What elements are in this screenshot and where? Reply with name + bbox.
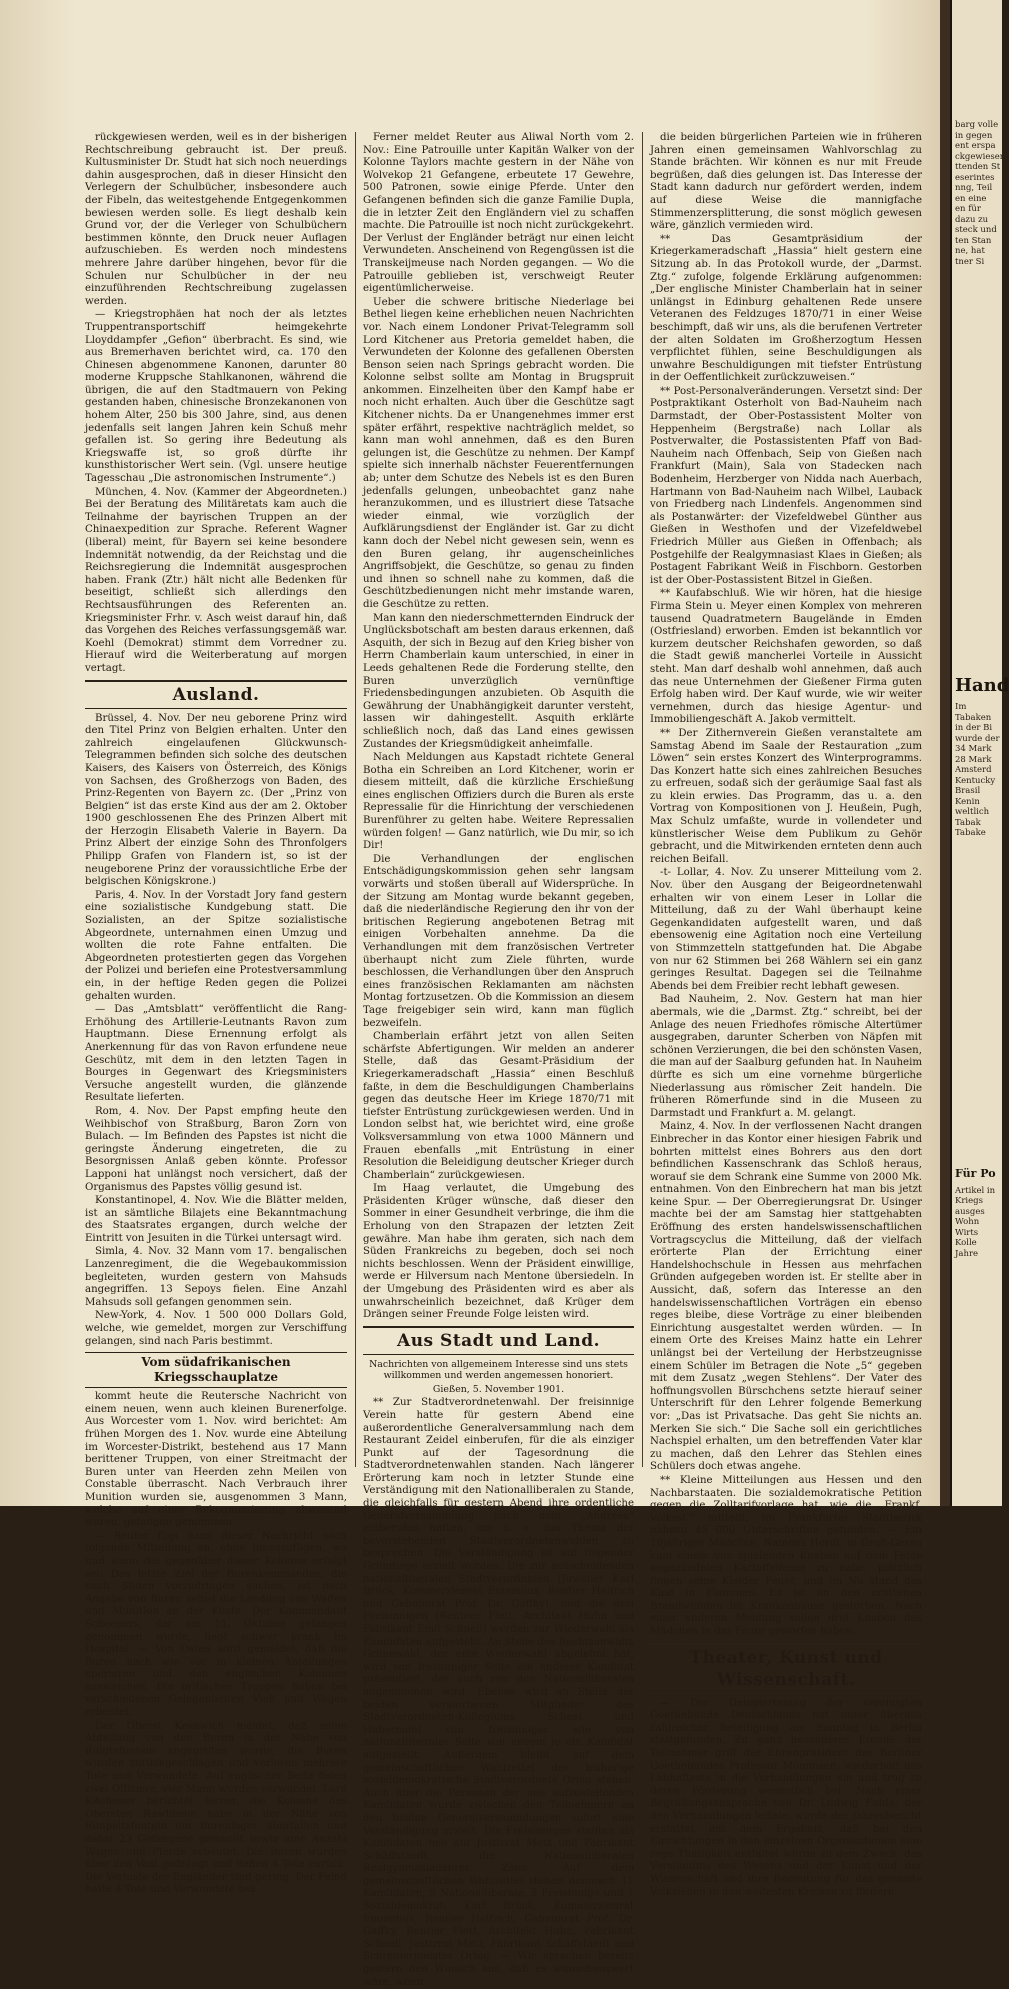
- section-note: Nachrichten von allgemeinem Interesse sind uns stets willkommen und werden angemessen honoriert.: [369, 1358, 628, 1382]
- strip-line: wurde der: [955, 733, 1000, 744]
- strip-line: ausges: [955, 1206, 985, 1217]
- section-heading-stadt: Aus Stadt und Land.: [363, 1326, 634, 1355]
- strip-line: Tabak: [955, 817, 981, 828]
- strip-line: Jahre: [955, 1248, 979, 1259]
- article-paragraph: Im Haag verlautet, die Umgebung des Präsidenten Krüger wünsche, daß dieser den Sommer in einer Gesundheit verbringe, die ihm die Erholung von den Strapazen der letzten Zeit gewähre. Man habe ihm geraten, sich nach dem Süden Frankreichs zu begeben, doch sei noch nichts beschlossen. Wenn der Präsident einwillige, werde er Hilversum nach Mentone übersiedeln. In der Umgebung des Präsidenten wird es aber als unwahrscheinlich bezeichnet, daß Krüger dem Drängen seiner Freunde Folge leisten wird.: [363, 1183, 634, 1321]
- article-paragraph: ** Das Gesamtpräsidium der Kriegerkameradschaft „Hassia“ hielt gestern eine Sitzung ab. In das Protokoll wurde, der „Darmst. Ztg.“ zufolge, folgende Erklärung aufgenommen: „Der englische Minister Chamberlain hat in seiner unlängst in Edinburg gehaltenen Rede unsere Veteranen des Feldzuges 1870/71 in einer Weise beschimpft, daß wir uns, als die berufenen Vertreter der alten Soldaten im Großherzogtum Hessen verpflichtet fühlen, seine Beschuldigungen als unwahre Beschuldigungen mit tiefster Entrüstung in der Oeffentlichkeit zurückzuweisen.“: [650, 233, 922, 384]
- section-heading-theater: Theater, Kunst und Wissenschaft.: [650, 1643, 922, 1694]
- strip-line: Tabaken: [955, 712, 992, 723]
- strip-line: eserintes: [955, 172, 995, 183]
- strip-line: 28 Mark: [955, 754, 992, 765]
- strip-lines-mid: [952, 702, 1002, 839]
- strip-lines-top: [952, 120, 1006, 267]
- column-1: [85, 132, 347, 1896]
- article-paragraph: Man kann den niederschmetternden Eindruck der Unglücksbotschaft am besten daraus erkennen, daß Asquith, der sich in Bezug auf den Krieg bisher von Herrn Chamberlain kaum unterschied, in einer in Leeds gehaltenen Rede die Forderung stellte, den Buren unverzüglich vernünftige Friedensbedingungen anzubieten. Ob Asquith die Gewährung der Unabhängigkeit darunter versteht, lassen wir dahingestellt. Asquith erklärte schließlich noch, daß das Land eines gewissen Zustandes der Kriegsmüdigkeit anheimfalle.: [363, 612, 634, 750]
- strip-lines-bottom: [952, 1186, 1002, 1260]
- article-paragraph: ** Kaufabschluß. Wie wir hören, hat die hiesige Firma Stein u. Meyer einen Komplex von mehreren tausend Quadratmetern Baugelände in Emden (Ostfriesland) erworben. Emden ist bekanntlich vor kurzem deutscher Reichshafen geworden, so daß die Stadt gewiß mancherlei Vorteile in Aussicht steht. Man darf deshalb wohl annehmen, daß auch das neue Unternehmen der Gießener Firma guten Erfolg haben wird. Der Kauf wurde, wie wir weiter vernehmen, durch das hiesige Agentur- und Immobiliengeschäft A. Jakob vermittelt.: [650, 588, 922, 726]
- article-paragraph: Konstantinopel, 4. Nov. Wie die Blätter melden, ist an sämtliche Bilajets eine Bekanntmachung des Staatsrates ergangen, durch welche der Eintritt von Jesuiten in die Türkei untersagt wird.: [85, 1195, 347, 1244]
- article-paragraph: ** Post-Personalveränderungen. Versetzt sind: Der Postpraktikant Osterholt von Bad-Nauheim nach Darmstadt, der Ober-Postassistent Molter von Heppenheim (Bergstraße) nach Lollar als Postverwalter, die Postassistenten Pfaff von Bad-Nauheim nach Offenbach, Seip von Gießen nach Frankfurt (Main), Sala von Stadecken nach Bodenheim, Herzberger von Nidda nach Auerbach, Hartmann von Bad-Nauheim nach Wilbel, Lauback von Friedberg nach Lindenfels. Angenommen sind als Postanwärter: der Vizefeldwebel Günther aus Gießen in Westhofen und der Vizefeldwebel Friedrich Müller aus Gießen in Offenbach; als Postgehilfe der Realgymnasiast Klaes in Gießen; als Postagent Fabrikant Weiß in Fischborn. Gestorben ist der Ober-Postassistent Bitzel in Gießen.: [650, 385, 922, 586]
- article-paragraph: New-York, 4. Nov. 1 500 000 Dollars Gold, welche, wie gemeldet, morgen zur Verschiffung gelangen, sind nach Paris bestimmt.: [85, 1310, 347, 1347]
- strip-heading: Hand: [955, 675, 1009, 696]
- column-3: [650, 132, 922, 1898]
- article-paragraph: Rom, 4. Nov. Der Papst empfing heute den Weihbischof von Straßburg, Baron Zorn von Bulach. — Im Befinden des Papstes ist nicht die geringste Änderung eingetreten, die zu Besorgnissen Anlaß geben könnte. Professor Lapponi hat unlängst noch versichert, daß der Organismus des Papstes völlig gesund ist.: [85, 1105, 347, 1193]
- strip-line: Kentucky: [955, 775, 996, 786]
- article-paragraph: rückgewiesen werden, weil es in der bisherigen Rechtschreibung gebraucht ist. Der preuß. Kultusminister Dr. Studt hat sich noch neuerdings dahin ausgesprochen, daß in dieser Hinsicht den Verlegern der Schulbücher, insbesondere auch der Fibeln, das weitestgehende Entgegenkommen bewiesen werden solle. Es liegt deshalb kein Grund vor, der die Verleger von Schulbüchern bestimmen könnte, den Druck neuer Auflagen aufzuschieben. Es werden noch mindestens mehrere Jahre darüber hingehen, bevor für die Schulen nur Schulbücher in der neu einzuführenden Rechtschreibung zugelassen werden.: [85, 132, 347, 307]
- strip-line: nng, Teil: [955, 183, 993, 193]
- article-paragraph: die beiden bürgerlichen Parteien wie in früheren Jahren einen gemeinsamen Wahlvorschlag zu Stande brächten. Wir können es nur mit Freude begrüßen, daß dies gelungen ist. Das Interesse der Stadt kann dadurch nur gefördert werden, indem auf diese Weise die mannigfache Stimmenzersplitterung, die sonst möglich gewesen wäre, gänzlich vermieden wird.: [650, 132, 922, 232]
- section-heading-krieg: Vom südafrikanischen Kriegsschauplatze: [85, 1352, 347, 1388]
- article-paragraph: — Der Delegiertentag der vereinigten Goethebünde Deutschlands hat unter überaus zahlreicher Beteiligung am Sonntag in Berlin stattgefunden. Zu ganz besonderer Freude der Teilnehmer griff der Ehrenpräsident des Berliner Goethebundes Professor Mommsen, wiederholt aus Lebhafteste in die Verhandlungen ein und trug zu deren Förderung wesentlich bei. Nach einer Begrüßungsansprache von Dr. Ludwig Fulda, der den Verhandlungen leitete, wurde der Jahresbericht erstattet mit dem Ergebnis, daß bei den Einrichtungen in den einzelnen Organisationen eine rege Thätigkeit entfaltet wurde zu dem Zweck, das Verständnis des Wesens und der Kunst und der Wissenschaft und ihre Bedeutung für das gesamte Volksleben in den weitesten Kreisen zu fördern.: [650, 1697, 922, 1898]
- strip-line: ne, hat: [955, 246, 985, 256]
- strip-line: 34 Mark: [955, 744, 992, 754]
- strip-line: Kriegs: [955, 1196, 983, 1206]
- strip-line: in gegen: [955, 130, 993, 141]
- article-paragraph: — Kriegstrophäen hat noch der als letztes Truppentransportschiff heimgekehrte Lloyddampfer „Gefion“ überbracht. Es sind, wie aus Bremerhaven berichtet wird, ca. 170 den Chinesen abgenommene Kanonen, darunter 80 moderne Kruppsche Stahlkanonen, während die übrigen, die auf den Stadtmauern von Peking gestanden haben, chinesische Bronzekanonen von hohem Alter, 250 bis 300 Jahre, sind, aus denen jedenfalls seit langen Jahren kein Schuß mehr gefallen ist. So gering ihre Bedeutung als Kriegswaffe ist, so groß dürfte ihr kunsthistorischer Wert sein. (Vgl. unsere heutige Tagesschau „Die astronomischen Instrumente“.): [85, 309, 347, 485]
- strip-line: Amsterd: [955, 765, 992, 775]
- strip-line: en eine: [955, 193, 987, 204]
- column-divider: [642, 132, 643, 1467]
- article-paragraph: Mainz, 4. Nov. In der verflossenen Nacht drangen Einbrecher in das Kontor einer hiesigen Fabrik und bohrten mittelst eines Bohrers aus den dort befindlichen Kassenschrank das Schloß heraus, worauf sie dem Schrank eine Summe von 2000 Mk. entnahmen. Von den Einbrechern hat man bis jetzt keine Spur. — Der Oberregierungsrat Dr. Usinger machte bei der am Samstag hier stattgehabten Eröffnung des ersten handelswissenschaftlichen Vortragscyclus die Mitteilung, daß der vielfach erörterte Plan der Errichtung einer Handelshochschule in Hessen aus mehrfachen Gründen aufgegeben worden ist. Er stellte aber in Aussicht, daß, sofern das Interesse an den handelswissenschaftlichen Vorträgen ein ebenso reges bleibe, diese Vorträge zu einer bleibenden Einrichtung ausgestaltet werden würden. — In einem Orte des Kreises Mainz hatte ein Lehrer unlängst bei der Verteilung der Herbstzeugnisse einem Schüler im Betragen die Note „5“ gegeben mit dem Zusatz „wegen Stehlens“. Der Vater des hoffnungsvollen Bürschchens setzte hierauf seiner Unterschrift für den Lehrer folgende Bemerkung vor: „Das ist Privatsache. Das geht Sie nichts an. Merken Sie sich.“ Die Sache soll ein gerichtliches Nachspiel erhalten, um den betreffenden Vater klar zu machen, daß den Lehrer das Stehlen eines Schülers doch etwas angehe.: [650, 1121, 922, 1473]
- strip-line: Kolle: [955, 1238, 977, 1248]
- article-paragraph: Simla, 4. Nov. 32 Mann vom 17. bengalischen Lanzenregiment, die die Wegebaukommission begleiteten, wurden gestern von Mahsuds angegriffen. 13 Sepoys fielen. Eine Anzahl Mahsuds soll gefangen genommen sein.: [85, 1246, 347, 1308]
- strip-line: Wohn: [955, 1217, 980, 1227]
- strip-line: in der Bi: [955, 723, 993, 733]
- strip-line: barg volle: [955, 120, 999, 130]
- article-paragraph: Bad Nauheim, 2. Nov. Gestern hat man hier abermals, wie die „Darmst. Ztg.“ schreibt, bei der Anlage des neuen Friedhofes römische Altertümer ausgegraben, darunter Scherben von Näpfen mit schönen Verzierungen, die bei den schönsten Vasen, die man auf der Saalburg gefunden hat. In Nauheim dürfte es sich um eine vornehme bürgerliche Niederlassung aus römischer Zeit handeln. Die früheren Römerfunde sind in die Museen zu Darmstadt und Frankfurt a. M. gelangt.: [650, 994, 922, 1119]
- article-paragraph: Ueber die schwere britische Niederlage bei Bethel liegen keine erheblichen neuen Nachrichten vor. Nach einem Londoner Privat-Telegramm soll Lord Kitchener aus Pretoria gemeldet haben, die Verwundeten der Kolonne des gefallenen Obersten Benson seien nach Springs gebracht worden. Die Kolonne selbst sollte am Montag in Brugspruit ankommen. Einzelheiten über den Kampf habe er noch nicht erhalten. Auch über die Geschütze sagt Kitchener nichts. Da er Unangenehmes immer erst später erfährt, respektive nachträglich meldet, so kann man wohl annehmen, daß es den Buren gelungen ist, die Geschütze zu nehmen. Der Kampf spielte sich innerhalb nächster Feuerentfernungen ab; unter dem Schutze des Nebels ist es den Buren jedenfalls gelungen, unbeobachtet ganz nahe heranzukommen, und es illustriert diese Tatsache wieder einmal, wie vorzüglich der Aufklärungsdienst der Engländer ist. Gar zu dicht kann doch der Nebel nicht gewesen sein, wenn es den Buren gelang, ihr augenscheinliches Angriffsobjekt, die Geschütze, so genau zu finden und ihnen so schnell nahe zu kommen, daß die Geschützbedienungen nicht mehr imstande waren, die Geschütze zu retten.: [363, 296, 634, 610]
- column-2: [363, 132, 634, 1988]
- strip-line: Tabake: [955, 828, 986, 838]
- strip-line: Kenin: [955, 796, 980, 807]
- article-paragraph: Nach Meldungen aus Kapstadt richtete General Botha ein Schreiben an Lord Kitchener, worin er diesem mitteilt, daß die kürzliche Erschießung eines englischen Offiziers durch die Buren als erste Repressalie für die Hinrichtung der verschiedenen Burenführer zu gelten habe. Weitere Repressalien würden folgen! — Ganz natürlich, wie Du mir, so ich Dir!: [363, 752, 634, 852]
- strip-heading: Für Po: [955, 1166, 996, 1180]
- article-paragraph: kommt heute die Reutersche Nachricht von einem neuen, wenn auch kleinen Burenerfolge. Aus Worcester vom 1. Nov. wird berichtet: Am frühen Morgen des 1. Nov. wurde eine Abteilung im Worcester-Distrikt, bestehend aus 17 Mann berittener Truppen, von einer Streitmacht der Buren unter van Heerden zehn Meilen von Constable überrascht. Nach Verbrauch ihrer Munition wurden sie, ausgenommen 3 Mann, welche auf einer Rekognoszierung abwesend waren, gefangen genommen.: [85, 1391, 347, 1529]
- strip-line: weltlich: [955, 807, 990, 817]
- article-paragraph: ** Kleine Mitteilungen aus Hessen und den Nachbarstaaten. Die sozialdemokratische Petition gegen die Zolltarifvorlage hat, wie die „Frankf. Volksst.“ mitteilt, im Frankfurter Stadtbezirk nahezu 45 000 Unterschriften gefunden. — Ein 10jähriges Mädchen, Namens Herdt, in Groß-Gerau kam einem von spielenden Knaben auf dem Felde angezündeten Kartoffelfeuer zu nahe, plötzlich fingen seine Kleider Feuer, und im Nu stand das Kind in Flammen. Es ist an den erlittenen Brandwunden im Krankenhause gestorben. Nach einer anderen Meldung sollen drei Knaben das Mädchen in das Feuer geworfen haben.: [650, 1474, 922, 1638]
- article-paragraph: Chamberlain erfährt jetzt von allen Seiten schärfste Abfertigungen. Wir melden an anderer Stelle, daß das Gesamt-Präsidium der Kriegerkameradschaft „Hassia“ einen Beschluß faßte, in dem die Beschuldigungen Chamberlains gegen das deutsche Heer im Kriege 1870/71 mit tiefster Entrüstung zurückgewiesen werden. Und in London selbst hat, wie berichtet wird, eine große Volksversammlung von etwa 1000 Männern und Frauen ebenfalls „mit Entrüstung in einer Resolution die Beleidigung deutscher Krieger durch Chamberlain“ zurückgewiesen.: [363, 1031, 634, 1181]
- article-paragraph: München, 4. Nov. (Kammer der Abgeordneten.) Bei der Beratung des Militäretats kam auch die Teilnahme der bayrischen Truppen an der Chinaexpedition zur Sprache. Referent Wagner (liberal) meint, für Bayern sei keine besondere Indemnität notwendig, da der Reichstag und die Reichsregierung die Indemnität ausgesprochen haben. Frank (Ztr.) hält nicht alle Bedenken für beseitigt, schließt sich allerdings den Rechtsausführungen des Referenten an. Kriegsminister Frhr. v. Asch weist darauf hin, daß das Vorgehen des Reiches verfassungsgemäß war. Koehl (Demokrat) stimmt dem Vorredner zu. Hierauf wird die Weiterberatung auf morgen vertagt.: [85, 486, 347, 674]
- strip-line: steck und: [955, 225, 997, 235]
- strip-line: Artikel in: [955, 1185, 996, 1196]
- adjacent-page-strip: [950, 0, 1009, 1506]
- strip-line: en für: [955, 204, 981, 214]
- article-paragraph: -t- Lollar, 4. Nov. Zu unserer Mitteilung vom 2. Nov. über den Ausgang der Beigeordnetenwahl erhalten wir von einem Leser in Lollar die Mitteilung, daß zu der Wahl überhaupt keine Gegenkandidaten aufgestellt waren, und daß ebensowenig eine Agitation noch eine Verteilung von Stimmzetteln stattgefunden hat. Die Abgabe von nur 62 Stimmen bei 268 Wählern sei ein ganz geringes Resultat. Dagegen sei die Teilnahme Abends bei dem Freibier recht lebhaft gewesen.: [650, 867, 922, 992]
- strip-line: dazu zu: [955, 214, 989, 225]
- article-paragraph: ** Der Zithernverein Gießen veranstaltete am Samstag Abend im Saale der Restauration „zum Löwen“ sein erstes Konzert des Winterprogramms. Das Konzert hatte sich eines zahlreichen Besuches zu erfreuen, sodaß sich der geräumige Saal fast als zu klein erwies. Das Programm, das u. a. den Vortrag von Kompositionen von J. Heußein, Pugh, Max Schulz umfaßte, wurde in vollendeter und künstlerischer Weise dem Publikum zu Gehör gebracht, und die Mitwirkenden ernteten denn auch reichen Beifall.: [650, 727, 922, 865]
- article-paragraph: Der Oberst Kekewich meldet, daß seine Abteilung von den Buren in der Nähe von Ruigtefontein angegriffen wurde; die Buren wurden zurückgeschlagen und verloren mehrere Tote und Verwundete. Auf englischer Seite fielen zwei Offiziere, vier Mann wurden verwundet. Lord Kitchener berichtet ferner, die Kolonne des Obersten Rawlinson habe in der Nähe von Rimpeltsfontein ein Burenlager überfallen und dabei 23 Gefangene gemacht sowie eine Anzahl Wagen und Pferde erbeutet. Die Buren wurden über den Vaal gedrängt und ließen 4 Tote zurück. Die Verluste der Engländer sind gering. Der Feind hatte 4 Tote und Verwundete bei.: [85, 1720, 347, 1896]
- strip-line: Brasil: [955, 786, 981, 796]
- strip-line: tner Si: [955, 256, 985, 267]
- article-paragraph: Brüssel, 4. Nov. Der neu geborene Prinz wird den Titel Prinz von Belgien erhalten. Unter den zahlreich eingelaufenen Glückwunsch-Telegrammen befinden sich solche des deutschen Kaisers, des Kaisers von Österreich, des Königs von Sachsen, des Großherzogs von Baden, des Prinz-Regenten von Bayern zc. (Der „Prinz von Belgien“ ist das erste Kind aus der am 2. Oktober 1900 geschlossenen Ehe des Prinzen Albert mit der Herzogin Elisabeth Valerie in Bayern. Da Prinz Albert der einzige Sohn des Thronfolgers Philipp Grafen von Flandern ist, so ist der neugeborene Prinz der voraussichtliche Erbe der belgischen Königskrone.): [85, 712, 347, 888]
- column-divider: [355, 132, 356, 1467]
- strip-line: ckgewiesen: [955, 151, 1006, 162]
- article-paragraph: ** Zur Stadtverordnetenwahl. Der freisinnige Verein hatte für gestern Abend eine außerordentliche Generalversammlung nach dem Restaurant Zeidel einberufen, für die als einziger Punkt auf der Tagesordnung die Stadtverordnetenwahlen standen. Nach längerer Erörterung kam noch in letzter Stunde eine Verständigung mit den Nationalliberalen zu Stande, die gleichfalls für gestern Abend ihre ordentliche Generalversammlung nach dem „Andrees“ einberufen hatten, um u. a. das Thema der bevorstehenden Stadtverordnetenwahlen zu besprechen. Die Verständigung ist auf folgender Grundlage erzielt worden: Die zur ausscheidenden nationalliberalen Stadtverordneten (Juwelier Karl Brück, Kommerzienrat Emmelius, Rentier Helfrich und Geheimrat Prof. Dr. Gaffky), und die drei Freisinnigen (Rentner Flett, Architekt Huhn und Fabrikant Emil Schnell) werden zur Wiederwahl als Kandidaten aufgestellt. An Stelle des Rechtsanwalts Grünewald, der eine Wiederwahl abgelehnt hat, wird von freisinniger Seite ein anderer Kandidat präsentiert, der auch von den Nationalliberalen angenommen wird. Ebenso wird an Stelle der beiden verstorbenen Mitglieder des Stadtverordneten-Kollegiums Scheel und Habermehl von freisinniger wie von nationalliberaler Seite von neuem je ein Kandidat aufgestellt. Außerdem bleibt auf dem gemeinschaftlichen Wahlzettel der bisherige sozialdemokratische Stadtverordnete Orbig stehen. Auch über die Personen der neu aufzustellenden Kandidaten wurde zwischen den Teilnehmern an den beiden Generalversammlungen sofort eine Verständigung erzielt. Die Freisinnigen stellten als Kandidaten neu auf Justizrat Metz und Fabrikant Schäffstaedt, die Nationalliberalen Realgymnasiallehrer Zann. Auf dem gemeinschaftlichen Wahlzettel stehen demnach 11 Kandidaten, 5 Nationalliberale, 5 Freisinnige und 1 Sozialdemokrat: Karl Brück, Kommerzienrat Emmelius, Rentier Helfrich, Geheimrat Prof. Dr. Gaffky, Rentier Flett, Architekt Huhn, Fabrikant Schnell, Justizrat Metz, Fabrikant Schäffstaedt und Schreinermeister Orbig. — Wir sprachen bereits gestern den Wunsch aus, daß es wünschenswert wäre, wenn: [363, 1397, 634, 1988]
- article-paragraph: Paris, 4. Nov. In der Vorstadt Jory fand gestern eine sozialistische Kundgebung statt. Die Sozialisten, an der Spitze sozialistische Abgeordnete, unternahmen einen Umzug und wollten die rote Fahne entfalten. Die Abgeordneten protestierten gegen das Vorgehen der Polizei und beriefen eine Protestversammlung ein, in der heftige Reden gegen die Polizei gehalten wurden.: [85, 889, 347, 1002]
- page-gutter: [940, 0, 950, 1506]
- article-paragraph: — Das „Amtsblatt“ veröffentlicht die Rang-Erhöhung des Artillerie-Leutnants Ravon zum Hauptmann. Diese Ernennung erfolgt als Anerkennung für das von Ravon erfundene neue Geschütz, mit dem in den letzten Tagen in Bourges in Gegenwart des Kriegsministers Versuche angestellt wurden, die glänzende Resultate lieferten.: [85, 1004, 347, 1104]
- strip-line: ent erspa: [955, 141, 996, 151]
- strip-line: Wirts: [955, 1227, 979, 1238]
- strip-line: ttenden St: [955, 162, 1001, 172]
- article-paragraph: Die Verhandlungen der englischen Entschädigungskommission gehen sehr langsam vorwärts und stoßen überall auf Widersprüche. In der Sitzung am Montag wurde bekannt gegeben, daß die niederländische Regierung den ihr von der britischen Regierung angebotenen Betrag mit einigen Vorbehalten annehme. Da die Verhandlungen mit dem französischen Vertreter überhaupt nicht zum Ziele führten, wurde beschlossen, die Verhandlungen über den Anspruch eines französischen Reklamanten am nächsten Montag fortzusetzen. Ob die Kommission an diesem Tage freigebiger sein wird, kann man füglich bezweifeln.: [363, 853, 634, 1029]
- article-paragraph: — Reuter fügt dann dieser Nachricht noch folgende Mitteilung an, ohne hinzuzufügen, wo und wann die gegenüber dieser Kolonne erfolgt sei: Das letzte Ziel der Burenkommandos, die nach Süden vorzudringen suchen, ist nach Angabe von Buren selbst die Landung von Waffen und Munition an der Küste. Der Kommandant Scheepers, der am 11. Oktober gefangen genommen wurde, liegt schwer krank im Hospital. — Von Osten wird gemeldet, daß die Buren nach wie vor in kleinen Abteilungen operieren und den englischen Kolonnen ausweichen. Die britischen Truppen haben bei verschiedenen Gelegenheiten Vieh und Wagen erbeutet.: [85, 1530, 347, 1719]
- strip-line: Im: [955, 702, 967, 712]
- strip-line: ten Stan: [955, 235, 992, 246]
- section-heading-ausland: Ausland.: [85, 680, 347, 709]
- dateline: Gießen, 5. November 1901.: [432, 1383, 565, 1395]
- article-paragraph: Ferner meldet Reuter aus Aliwal North vom 2. Nov.: Eine Patrouille unter Kapitän Walker von der Kolonne Taylors machte gestern in der Nähe von Wolvekop 21 Gefangene, erbeutete 17 Gewehre, 500 Patronen, sowie einige Pferde. Unter den Gefangenen befinden sich die ganze Familie Dupla, die in letzter Zeit den Engländern viel zu schaffen machte. Die Patrouille ist noch nicht zurückgekehrt. Der Verlust der Engländer beträgt nur einen leicht Verwundeten. Anscheinend von Regengüssen ist die Transkeijmeuse nach Norden gegangen. — Wo die Patrouille geblieben ist, verschweigt Reuter eigentümlicherweise.: [363, 132, 634, 295]
